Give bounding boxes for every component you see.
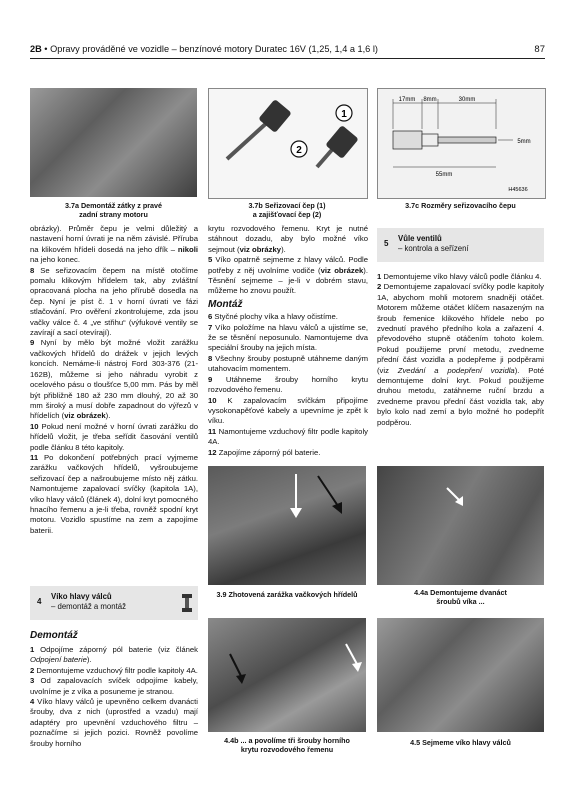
column-3-text [377,272,544,428]
paragraph: 8 Se seřizovacím čepem na místě otočíme pomalu klikovým hřídelem tak, aby zvláštní opracovaná plocha na jeho přírubě dosedla na čep. Nyní je píst č. 1 v horní úvrati ve fázi stlačování. Pro ověření zkontrolujeme, zda jsou vačky válce č. 4 „ve střihu“ (výfukové ventily se zavírají a sací otevírají). [30,265,198,338]
page-number: 87 [534,44,545,55]
paragraph: 1 Demontujeme víko hlavy válců podle článku 4. [377,272,542,281]
paragraph: 8 Všechny šrouby postupně utáhneme daným utahovacím momentem. [208,353,368,374]
demontaz-heading: Demontáž [30,630,78,641]
caption-4-4b: 4.4b ... a povolíme tři šrouby horního krytu rozvodového řemenu [224,736,350,754]
header-title: 2B • Opravy prováděné ve vozidle – benzínové motory Duratec 16V (1,25, 1,4 a 1,6 l) [30,44,378,54]
paragraph: 10 K zapalovacím svíčkám připojíme vysokonapěťové kabely a upevníme je zpět k víku. [208,395,368,426]
photo-3-7a [30,88,197,197]
caption-3-9: 3.9 Zhotovená zarážka vačkových hřídelů [216,590,358,599]
section-4-heading [30,586,198,620]
dim-8mm: 8mm [423,97,437,103]
photo-4-4b [208,618,366,732]
montaz-heading: Montáž [208,298,243,310]
paragraph: 11 Namontujeme vzduchový filtr podle kapitoly 4A. [208,426,368,447]
dim-55mm: 55mm [435,172,453,178]
paragraph: 6 Styčné plochy víka a hlavy očistíme. [208,312,338,322]
paragraph: 12 Zapojíme záporný pól baterie. [208,447,321,457]
photo-4-4a [377,466,544,585]
paragraph: 9 Nyní by mělo být možné vložit zarážku vačkových hřídelů do drážek v jejich levých koncích. Nemáme-li nástroj Ford 303-376 (21-162B), můžeme si jeho náhradu vyrobit z ocelového pásu o tloušťce 5,00 mm. Pás by měl být přibližně 180 až 230 mm dlouhý, 20 až 30 mm široký a musí dobře zapadnout do výřezů v hřídelích (viz obrázek). [30,338,198,421]
paragraph: 11 Po dokončení potřebných prací vyjmeme zarážku vačkových hřídelů, vyšroubujeme seřizovací čep a našroubujeme místo něj zátku. Namontujeme zapalovací svíčky (kapitola 1A), víko hlavy válců (článek 4), dolní kryt pomocného hnacího řemenu a je-li třeba, rovněž spodní kryt motoru. Vozidlo spustíme na zem a zapojíme baterii. [30,452,198,535]
caption-3-7b: 3.7b Seřizovací čep (1) a zajišťovací čep (2) [248,201,326,219]
paragraph: 10 Pokud není možné v horní úvrati zarážku do hřídelů vložit, je třeba seřídit časování ventilů podle článku 8 této kapitoly. [30,421,198,452]
photo-3-9 [208,466,366,585]
paragraph: 7 Víko položíme na hlavu válců a ujistíme se, že se těsnění neposunulo. Namontujeme dva speciální šrouby na jejich místa. [208,322,368,353]
label-1: 1 [341,109,347,120]
demontaz-text [30,645,198,749]
caption-4-4a: 4.4a Demontujeme dvanáct šroubů víka ... [414,588,507,606]
drawing-code: H45636 [508,187,528,193]
paragraph: 2 Demontujeme zapalovací svíčky podle kapitoly 1A, abychom mohli motorem snadněji otáčet. Motorem můžeme otáčet klíčem nasazeným na šroub řemenice klikového hřídele nebo po zvednutí pravého předního kola a zařazení 4. převodového stupně otáčením tohoto kolem. Pokud použijeme první metodu, zvedneme přední část vozidla a podepřeme ji podpěrami (viz Zvedání a podepření vozidla). Poté demontujeme dolní kryt. Pokud použijeme druhou metodu, zatáhneme ruční brzdu a zvedneme pravou přední část vozidla tak, aby bylo kolo nad zemí a bylo možné ho podepřít podpěrou. [377,282,545,427]
caption-3-7c: 3.7c Rozměry seřizovacího čepu [405,201,516,210]
wrench-tool-icon [180,592,194,614]
paragraph: 9 Utáhneme šrouby horního krytu rozvodového řemenu. [208,374,368,395]
section-5-heading [377,228,544,262]
dim-30mm: 30mm [458,97,476,103]
diagram-3-7c [377,88,546,199]
arrows-overlay [208,466,366,585]
pins-illustration [209,89,367,198]
column-2-text [208,224,368,458]
paragraph: 1 Odpojíme záporný pól baterie (viz článek Odpojení baterie). [30,645,198,665]
section-number: 5 [384,239,389,248]
paragraph: obrázky). Průměr čepu je velmi důležitý a nastavení horní úvrati je na něm závislé. Příruba na klikovém hřídeli dosedá na jeho dřík – nikoli na jeho konec. [30,224,198,265]
page-header [30,40,545,59]
dim-5mm: 5mm [517,139,531,145]
caption-4-5: 4.5 Sejmeme víko hlavy válců [410,738,511,747]
pin-dimensions-drawing [378,89,545,198]
label-2: 2 [296,145,302,156]
section-number: 4 [37,597,42,606]
paragraph: 5 Víko opatrně sejmeme z hlavy válců. Podle potřeby z něj uvolníme vodiče (viz obrázek). Těsnění sejmeme – je-li v dobrém stavu, můžeme ho znovu použít. [208,255,368,296]
arrows-overlay [377,466,544,585]
photo-3-7b [208,88,368,199]
paragraph: 3 Od zapalovacích svíček odpojíme kabely, uvolníme je z víka a posuneme je stranou. [30,676,198,696]
paragraph: krytu rozvodového řemenu. Kryt je nutné stáhnout dozadu, aby bylo možné víko sejmout (viz obrázky). [208,224,368,254]
dim-17mm: 17mm [398,97,416,103]
paragraph: 2 Demontujeme vzduchový filtr podle kapitoly 4A. [30,665,198,675]
arrows-overlay [208,618,366,732]
section-title: Víko hlavy válců – demontáž a montáž [51,592,126,611]
paragraph: 4 Víko hlavy válců je upevněno celkem dvanácti šrouby, dva z nich (uprostřed a vzadu) mají adaptéry pro upevnění vzduchového filtru – poznačíme si jejich pozici. Rovněž povolíme šrouby horního [30,697,198,748]
column-1-text [30,224,198,536]
photo-4-5 [377,618,544,732]
section-title: Vůle ventilů – kontrola a seřízení [398,234,469,253]
caption-3-7a: 3.7a Demontáž zátky z pravé zadní strany motoru [64,201,163,219]
